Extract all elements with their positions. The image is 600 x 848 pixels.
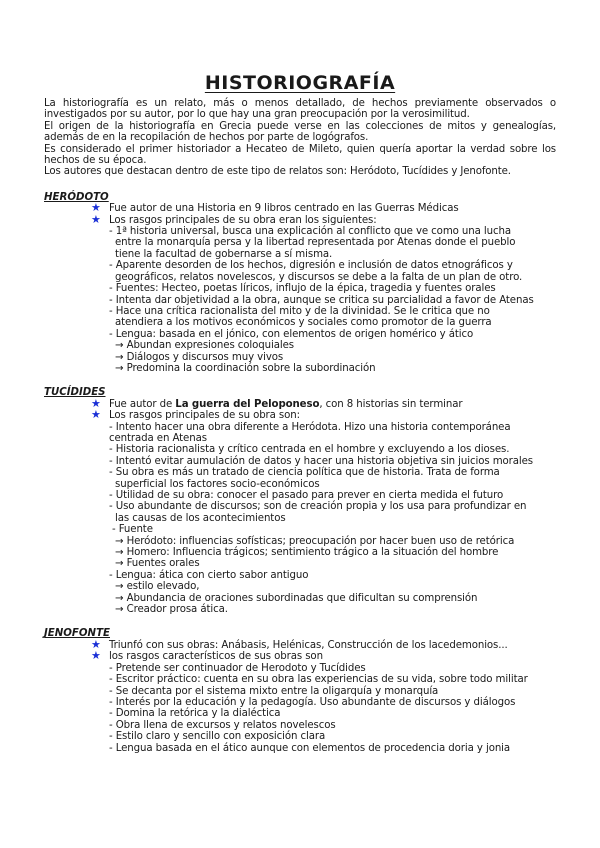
list-line: superficial los factores socio-económicos — [115, 478, 320, 490]
bullet-item: ★ Fue autor de una Historia en 9 libros centrado en las Guerras Médicas — [91, 201, 459, 215]
list-line: - Domina la retórica y la dialéctica — [109, 708, 281, 720]
star-icon: ★ — [91, 201, 101, 215]
list-line: las causas de los acontecimientos — [115, 512, 286, 524]
list-line: - Fuentes: Hecteo, poetas líricos, influjo de la épica, tragedia y fuentes orales — [109, 283, 496, 295]
list-line: - Intentó evitar aumulación de datos y hacer una historia objetiva sin juicios morales — [109, 455, 533, 467]
list-line: - Lengua: basada en el jónico, con elementos de origen homérico y ático — [109, 328, 474, 340]
list-line: - Estilo claro y sencillo con exposición clara — [109, 731, 326, 743]
list-line: - Interés por la educación y la pedagogía. Uso abundante de discursos y diálogos — [109, 696, 516, 708]
list-line: - Aparente desorden de los hechos, digresión e inclusión de datos etnográficos y — [109, 260, 513, 272]
star-icon: ★ — [91, 396, 101, 410]
list-line: - Fuente — [112, 524, 153, 536]
bullet-item: ★ Fue autor de La guerra del Peloponeso, con 8 historias sin terminar — [91, 396, 463, 410]
list-line: - Hace una crítica racionalista del mito y de la divinidad. Se le critica que no — [109, 305, 490, 317]
work-title: La guerra del Peloponeso — [175, 398, 320, 410]
list-line: → Diálogos y discursos muy vivos — [115, 351, 284, 363]
list-line: → Fuentes orales — [115, 558, 200, 570]
list-line: centrada en Atenas — [109, 432, 207, 444]
bullet-item: ★ Triunfó con sus obras: Anábasis, Helénicas, Construcción de los lacedemonios... — [91, 637, 508, 651]
list-line: → Abundancia de oraciones subordinadas que dificultan su comprensión — [115, 592, 478, 604]
intro-paragraph: Los autores que destacan dentro de este tipo de relatos son: Heródoto, Tucídides y Jenofonte. — [44, 166, 511, 178]
list-line: - Pretende ser continuador de Herodoto y Tucídides — [109, 662, 366, 674]
star-icon: ★ — [91, 408, 101, 422]
list-line: geográficos, relatos novelescos, y discursos se debe a la falta de un plan de otro. — [115, 271, 523, 283]
list-line: - Escritor práctico: cuenta en su obra las experiencias de su vida, sobre todo militar — [109, 674, 528, 686]
bullet-item: ★ los rasgos característicos de sus obras son — [91, 649, 323, 663]
section-heading-tucidides: TUCÍDIDES — [44, 387, 106, 399]
star-icon: ★ — [91, 637, 101, 651]
list-line: - Se decanta por el sistema mixto entre la oligarquía y monarquía — [109, 685, 439, 697]
list-line: → Predomina la coordinación sobre la subordinación — [115, 362, 376, 374]
list-line: - Lengua: ática con cierto sabor antiguo — [109, 569, 309, 581]
list-line: → Creador prosa ática. — [115, 604, 228, 616]
star-icon: ★ — [91, 649, 101, 663]
intro-text — [44, 98, 556, 178]
list-line: - Su obra es más un tratado de ciencia política que de historia. Trata de forma — [109, 467, 500, 479]
intro-paragraph: La historiografía es un relato, más o menos detallado, de hechos previamente observados o investigados por su autor, por lo que hay una gran preocupación por la verosimilitud. — [44, 98, 556, 121]
list-line: - Intento hacer una obra diferente a Heródota. Hizo una historia contemporánea — [109, 421, 511, 433]
list-line: → Abundan expresiones coloquiales — [115, 340, 294, 352]
list-line: - Lengua basada en el ático aunque con elementos de procedencia doria y jonia — [109, 742, 511, 754]
bullet-item: ★ Los rasgos principales de su obra son: — [91, 408, 300, 422]
list-line: → Heródoto: influencias sofísticas; preocupación por hacer buen uso de retórica — [115, 535, 515, 547]
section-heading-jenofonte: JENOFONTE — [44, 628, 110, 640]
list-line: atendiera a los motivos económicos y sociales como promotor de la guerra — [115, 317, 492, 329]
list-line: - Historia racionalista y crítico centrada en el hombre y excluyendo a los dioses. — [109, 444, 510, 456]
bullet-item: ★ Los rasgos principales de su obra eran los siguientes: — [91, 212, 377, 226]
list-line: entre la monarquía persa y la libertad representada por Atenas donde el pueblo — [115, 237, 516, 249]
list-line: - 1ª historia universal, busca una explicación al conflicto que ve como una lucha — [109, 226, 511, 238]
star-icon: ★ — [91, 212, 101, 226]
list-line: → estilo elevado, — [115, 581, 200, 593]
section-heading-herodoto: HERÓDOTO — [44, 191, 109, 203]
list-line: → Homero: Influencia trágicos; sentimiento trágico a la situación del hombre — [115, 547, 499, 559]
page-title: HISTORIOGRAFÍA — [204, 72, 396, 94]
list-line: - Obra llena de excursos y relatos novelescos — [109, 719, 336, 731]
list-line: tiene la facultad de gobernarse a sí misma. — [115, 248, 333, 260]
list-line: - Uso abundante de discursos; son de creación propia y los usa para profundizar en — [109, 501, 527, 513]
list-line: - Intenta dar objetividad a la obra, aunque se critica su parcialidad a favor de Atenas — [109, 294, 534, 306]
intro-paragraph: Es considerado el primer historiador a Hecateo de Mileto, quien quería aportar la verdad sobre los hechos de su época. — [44, 143, 556, 167]
list-line: - Utilidad de su obra: conocer el pasado para prever en cierta medida el futuro — [109, 490, 504, 501]
intro-paragraph: El origen de la historiografía en Grecia puede verse en las colecciones de mitos y genealogías, además de en la recopilación de hechos por parte de logógrafos. — [44, 120, 556, 144]
